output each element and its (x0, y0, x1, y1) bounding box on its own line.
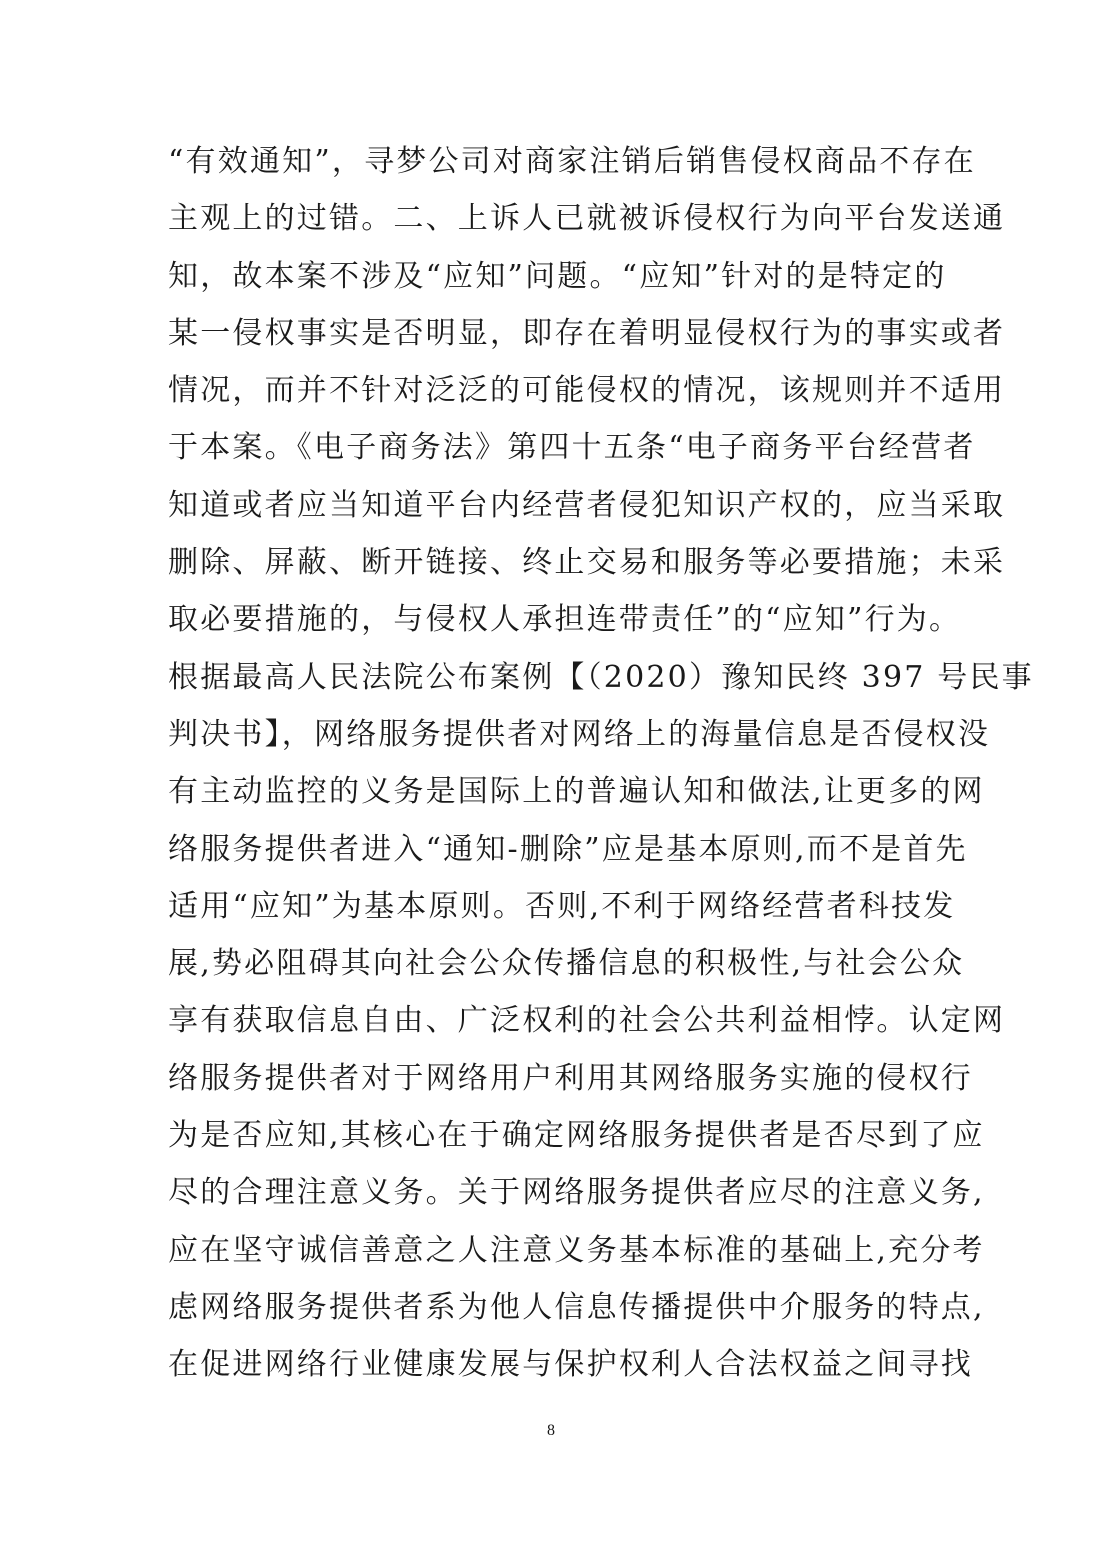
text-line: 络服务提供者进入“通知-删除”应是基本原则,而不是首先 (168, 831, 968, 867)
body-text (168, 133, 1034, 1394)
text-line: 有主动监控的义务是国际上的普遍认知和做法,让更多的网 (168, 774, 985, 810)
text-line: 知道或者应当知道平台内经营者侵犯知识产权的，应当采取 (168, 487, 1006, 523)
text-line: 情况，而并不针对泛泛的可能侵权的情况，该规则并不适用 (168, 373, 1006, 409)
page-number: 8 (547, 1422, 555, 1439)
text-line: 享有获取信息自由、广泛权利的社会公共利益相悖。认定网 (168, 1003, 1006, 1039)
text-line: 于本案。《电子商务法》第四十五条“电子商务平台经营者 (168, 430, 976, 466)
text-line: 在促进网络行业健康发展与保护权利人合法权益之间寻找 (168, 1347, 973, 1383)
text-line: 应在坚守诚信善意之人注意义务基本标准的基础上,充分考 (168, 1232, 985, 1268)
text-line: 展,势必阻碍其向社会公众传播信息的积极性,与社会公众 (168, 946, 965, 982)
text-line: 删除、屏蔽、断开链接、终止交易和服务等必要措施；未采 (168, 545, 1006, 581)
text-line: 取必要措施的，与侵权人承担连带责任”的“应知”行为。 (168, 602, 962, 638)
text-line: “有效通知”，寻梦公司对商家注销后销售侵权商品不存在 (168, 144, 976, 179)
text-line: 判决书】，网络服务提供者对网络上的海量信息是否侵权没 (168, 716, 991, 752)
text-line: 根据最高人民法院公布案例【（2020）豫知民终 397 号民事 (168, 659, 1034, 695)
text-line: 某一侵权事实是否明显，即存在着明显侵权行为的事实或者 (168, 315, 1006, 351)
text-line: 尽的合理注意义务。关于网络服务提供者应尽的注意义务, (168, 1175, 985, 1211)
text-line: 络服务提供者对于网络用户利用其网络服务实施的侵权行 (168, 1060, 973, 1096)
text-line: 主观上的过错。二、上诉人已就被诉侵权行为向平台发送通 (168, 201, 1006, 237)
text-line: 适用“应知”为基本原则。否则,不利于网络经营者科技发 (168, 888, 956, 924)
text-line: 为是否应知,其核心在于确定网络服务提供者是否尽到了应 (168, 1118, 985, 1154)
text-line: 虑网络服务提供者系为他人信息传播提供中介服务的特点, (168, 1289, 985, 1325)
text-line: 知，故本案不涉及“应知”问题。“应知”针对的是特定的 (168, 258, 947, 294)
